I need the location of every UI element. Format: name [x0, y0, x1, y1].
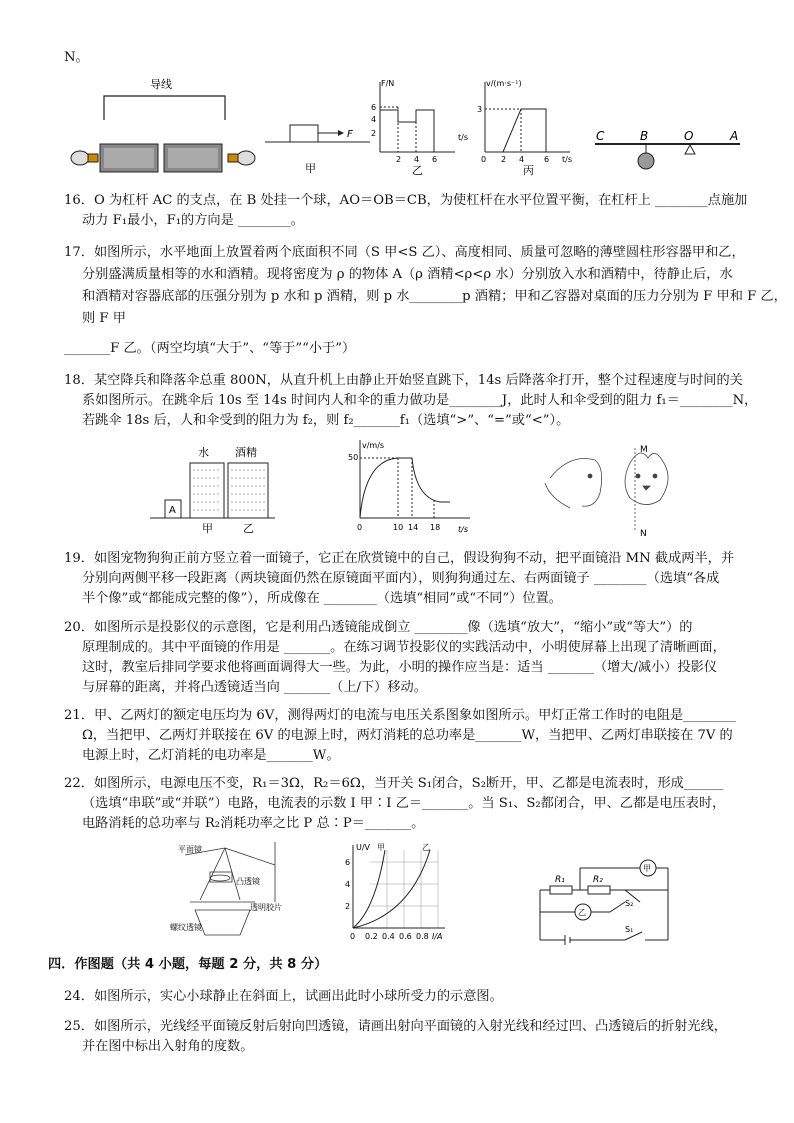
- svg-text:v/m/s: v/m/s: [362, 441, 385, 450]
- f-t-graph: [371, 79, 468, 164]
- svg-text:2: 2: [345, 902, 351, 911]
- label-mirror: 平面镜: [178, 845, 202, 854]
- label-water: 水: [198, 446, 209, 459]
- ammeter-jia: 甲: [643, 864, 651, 873]
- svg-text:50: 50: [348, 453, 359, 462]
- q21-line-3: 电源上时，乙灯消耗的电功率是_______W。: [82, 748, 340, 763]
- label-m: M: [640, 445, 648, 455]
- q20-line-1: 20．如图所示是投影仪的示意图，它是利用凸透镜能成倒立 ________像（选填“放大”，“缩小”或“等大”）的: [64, 620, 693, 635]
- q24-line-1: 24．如图所示，实心小球静止在斜面上，试画出此时小球所受力的示意图。: [64, 989, 503, 1004]
- q19-line-1: 19．如图宠物狗狗正前方竖立着一面镜子，它正在欣赏镜中的自己，假设狗狗不动，把平面镜沿 MN 截成两半，并: [64, 551, 735, 566]
- u-i-graph: [345, 843, 445, 941]
- label-s1: S₁: [625, 925, 634, 934]
- svg-text:14: 14: [408, 523, 419, 532]
- svg-text:2: 2: [371, 129, 377, 138]
- q22-line-3: 电路消耗的总功率与 R₂消耗功率之比 P 总∶P＝_______。: [82, 816, 425, 831]
- svg-text:O: O: [684, 129, 694, 143]
- q17-line-1: 17．如图所示，水平地面上放置着两个底面积不同（S 甲<S 乙）、高度相同、质量可忽略的薄壁圆柱形容器甲和乙，: [64, 245, 745, 260]
- lamp-left-icon: [71, 151, 98, 165]
- q20-line-4: 与屏幕的距离，并将凸透镜适当向 _______（上/下）移动。: [82, 680, 427, 695]
- q21-line-1: 21．甲、乙两灯的额定电压均为 6V，测得两灯的电流与电压关系图象如图所示。甲灯正常工作时的电阻是________: [64, 708, 736, 723]
- parachute-v-t-graph: [348, 440, 470, 534]
- q17-line-4: 则 F 甲: [82, 311, 126, 326]
- figure-row-3: [170, 840, 690, 945]
- q22-line-2: （选填“串联”或“并联”）电路，电流表的示数 I 甲∶I 乙＝_______。当 S₁、S₂都闭合，甲、乙都是电压表时，: [82, 796, 726, 811]
- svg-text:0: 0: [481, 155, 487, 164]
- projector-diagram: [185, 842, 275, 935]
- svg-text:0.4: 0.4: [382, 932, 395, 941]
- force-label: F: [347, 129, 353, 140]
- label-r1: R₁: [555, 875, 565, 885]
- q16-line-2: 动力 F₁最小，F₁的方向是 ________。: [82, 213, 304, 228]
- previous-question-fragment: N。: [64, 50, 89, 65]
- dog-mirror-picture: [545, 448, 668, 530]
- label-r2: R₂: [593, 875, 603, 885]
- q22-line-1: 22．如图所示，电源电压不变，R₁＝3Ω，R₂＝6Ω，当开关 S₁闭合，S₂断开，甲、乙都是电流表时，形成______: [64, 776, 724, 791]
- q18-line-1: 18．某空降兵和降落伞总重 800N，从直升机上由静止开始竖直跳下，14s 后降落伞打开，整个过程速度与时间的关: [64, 373, 743, 388]
- svg-text:0: 0: [357, 523, 363, 532]
- svg-text:4: 4: [345, 880, 351, 889]
- svg-text:0: 0: [350, 932, 356, 941]
- q25-line-2: 并在图中标出入射角的度数。: [82, 1039, 254, 1054]
- block: [290, 125, 318, 142]
- svg-text:I/A: I/A: [432, 932, 443, 941]
- label-alcohol: 酒精: [235, 446, 257, 459]
- svg-text:A: A: [730, 129, 739, 143]
- svg-text:3: 3: [477, 105, 483, 114]
- section-4-title: 四．作图题（共 4 小题，每题 2 分，共 8 分）: [48, 957, 328, 972]
- v-t-graph: [477, 79, 572, 164]
- svg-text:4: 4: [371, 115, 377, 124]
- q18-line-3: 若跳伞 18s 后，人和伞受到的阻力为 f₂，则 f₂_______f₁（选填“>”、“=”或“<”）。: [82, 413, 570, 428]
- svg-text:6: 6: [345, 858, 351, 867]
- svg-text:18: 18: [430, 523, 441, 532]
- ammeter-yi: 乙: [578, 908, 586, 917]
- q18-line-2: 系如图所示。在跳伞后 10s 至 14s 时间内人和伞的重力做功是________J，此时人和伞受到的阻力 f₁＝________N，: [82, 393, 758, 408]
- lamp-right-icon: [228, 151, 255, 165]
- svg-text:4: 4: [519, 155, 525, 164]
- svg-text:v/(m·s⁻¹): v/(m·s⁻¹): [486, 79, 522, 88]
- q17-line-3: 和酒精对容器底部的压强分别为 p 水和 p 酒精，则 p 水________p 酒精；甲和乙容器对桌面的压力分别为 F 甲和 F 乙，: [82, 289, 787, 304]
- svg-text:甲: 甲: [377, 843, 385, 852]
- svg-text:6: 6: [544, 155, 550, 164]
- svg-text:C: C: [596, 129, 605, 143]
- caption-bing: 丙: [523, 164, 534, 177]
- svg-text:2: 2: [396, 155, 402, 164]
- lever-diagram: [595, 129, 740, 169]
- q16-line-1: 16．O 为杠杆 AC 的支点，在 B 处挂一个球，AO＝OB＝CB，为使杠杆在水平位置平衡，在杠杆上 ________点施加: [64, 193, 748, 208]
- label-film: 透明胶片: [250, 903, 282, 912]
- svg-text:t/s: t/s: [458, 133, 468, 142]
- label-fresnel: 螺纹透镜: [170, 923, 202, 932]
- q17-line-2: 分别盛满质量相等的水和酒精。现将密度为 ρ 的物体 A（ρ 酒精<ρ<ρ 水）分别放入水和酒精中，待静止后，水: [82, 267, 733, 282]
- label-lens: 凸透镜: [236, 877, 260, 886]
- svg-text:F/N: F/N: [381, 79, 395, 88]
- caption-jia-2: 甲: [202, 522, 213, 535]
- svg-text:0.8: 0.8: [416, 932, 429, 941]
- svg-text:A: A: [169, 505, 176, 516]
- q17-line-5: _______F 乙。（两空均填“大于”、“等于”“小于”）: [64, 341, 356, 356]
- q19-line-2: 分别向两侧平移一段距离（两块镜面仍然在原镜面平面内），则狗狗通过左、右两面镜子 ________（选填“各成: [82, 571, 720, 586]
- q20-line-3: 这时，教室后排同学要求他将画面调得大一些。为此，小明的操作应当是：适当 _______（增大/减小）投影仪: [82, 660, 718, 675]
- caption-yi-2: 乙: [243, 522, 254, 535]
- wire-label: 导线: [150, 78, 172, 91]
- caption-jia-1: 甲: [305, 162, 316, 175]
- svg-text:2: 2: [501, 155, 507, 164]
- svg-text:t/s: t/s: [458, 525, 468, 534]
- q21-line-2: Ω，当把甲、乙两灯并联接在 6V 的电源上时，两灯消耗的总功率是_______W，当把甲、乙两灯串联接在 7V 的: [82, 728, 733, 743]
- figure-row-1: [60, 74, 750, 184]
- q19-line-3: 半个像”或“都能成完整的像”），所成像在 ________（选填“相同”或“不同”）位置。: [82, 591, 562, 606]
- label-n: N: [640, 529, 647, 538]
- caption-yi-1: 乙: [412, 164, 423, 177]
- label-s2: S₂: [625, 899, 634, 908]
- svg-text:t/s: t/s: [562, 155, 572, 164]
- svg-text:6: 6: [371, 103, 377, 112]
- svg-text:U/V: U/V: [356, 843, 371, 852]
- svg-text:10: 10: [393, 523, 404, 532]
- svg-text:B: B: [640, 129, 649, 143]
- svg-text:4: 4: [414, 155, 420, 164]
- q20-line-2: 原理制成的。其中平面镜的作用是 _______。在练习调节投影仪的实践活动中，小明使屏幕上出现了清晰画面，: [82, 640, 726, 655]
- figure-row-2: [150, 438, 680, 538]
- svg-text:0.6: 0.6: [399, 932, 412, 941]
- svg-text:0.2: 0.2: [365, 932, 378, 941]
- q25-line-1: 25．如图所示，光线经平面镜反射后射向凹透镜，请画出射向平面镜的入射光线和经过凹、凸透镜后的折射光线，: [64, 1019, 727, 1034]
- svg-text:乙: 乙: [422, 843, 430, 852]
- svg-text:6: 6: [432, 155, 438, 164]
